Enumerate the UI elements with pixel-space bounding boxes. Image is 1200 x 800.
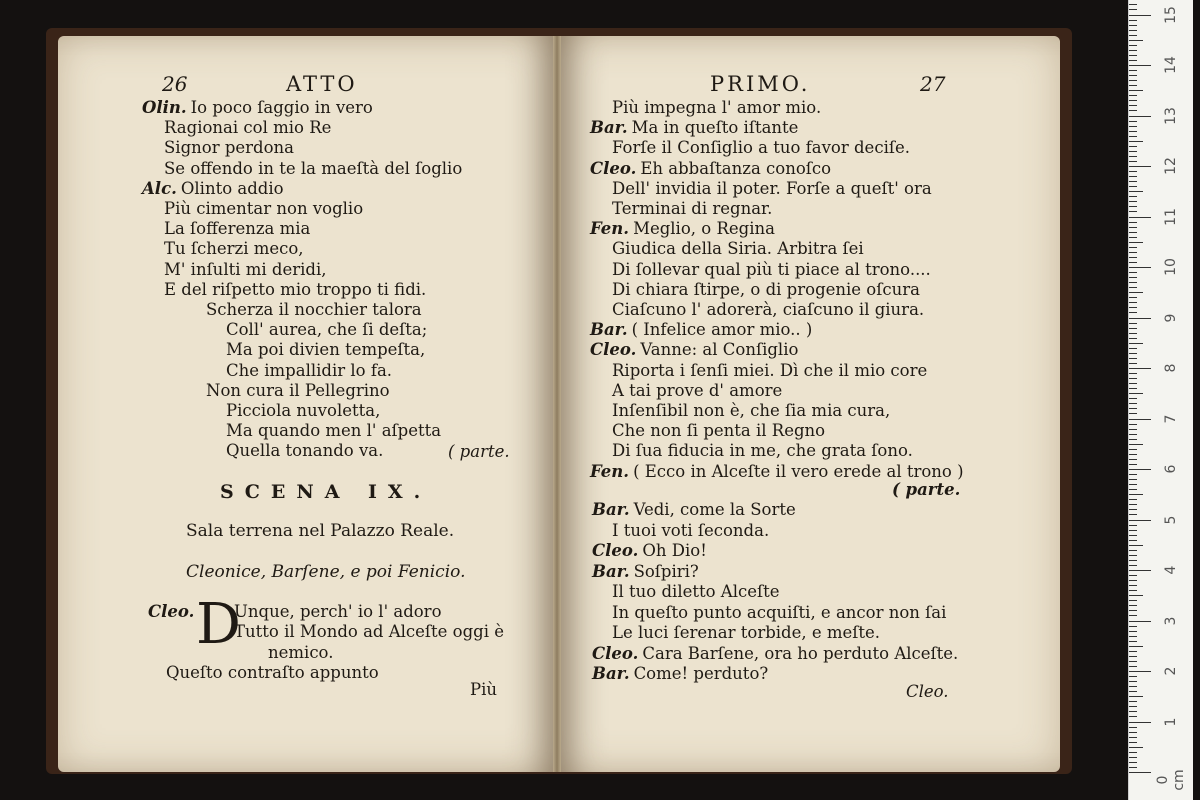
verse-text: Soſpiri? bbox=[633, 561, 699, 581]
ruler-tick bbox=[1129, 373, 1137, 374]
verse-text: M' inſulti mi deridi, bbox=[164, 259, 327, 279]
right-exit-direction: ( parte. bbox=[892, 480, 961, 499]
ruler-tick bbox=[1129, 171, 1137, 172]
right-line bbox=[612, 280, 920, 300]
ruler-tick bbox=[1129, 696, 1143, 697]
ruler-tick bbox=[1129, 752, 1137, 753]
verse-text: Signor perdona bbox=[164, 138, 295, 158]
ruler-tick bbox=[1129, 4, 1137, 5]
left-line bbox=[164, 138, 294, 158]
verse-text: Giudica della Siria. Arbitra ſei bbox=[612, 239, 864, 259]
ruler-label: 2 bbox=[1163, 666, 1179, 676]
ruler-tick bbox=[1129, 161, 1137, 162]
verse-text: Oh Dio! bbox=[642, 541, 707, 560]
ruler-tick bbox=[1129, 737, 1137, 738]
verse-text: Picciola nuvoletta, bbox=[226, 401, 381, 420]
verse-text: Che impallidir lo fa. bbox=[226, 360, 393, 380]
right-line bbox=[612, 239, 864, 259]
ruler-tick bbox=[1129, 615, 1137, 616]
ruler-tick bbox=[1129, 55, 1137, 56]
ruler-tick bbox=[1129, 767, 1137, 768]
right2-line bbox=[592, 541, 707, 561]
left-page-number: 26 bbox=[162, 72, 188, 96]
verse-text: Vanne: al Conſiglio bbox=[640, 340, 799, 360]
verse-text: Scherza il nocchier talora bbox=[206, 300, 422, 319]
verse-text: Coll' aurea, che ſi deſta; bbox=[226, 320, 428, 340]
ruler-tick bbox=[1129, 641, 1137, 642]
ruler-tick bbox=[1129, 131, 1137, 132]
ruler-tick bbox=[1129, 95, 1137, 96]
ruler-tick bbox=[1129, 9, 1137, 10]
ruler-tick bbox=[1129, 716, 1137, 717]
ruler-tick bbox=[1129, 393, 1143, 394]
ruler-tick bbox=[1129, 50, 1137, 51]
right-line bbox=[612, 361, 927, 381]
right2-line bbox=[592, 644, 958, 664]
ruler-tick bbox=[1129, 363, 1137, 364]
left-line bbox=[226, 340, 425, 360]
verse-text: ( Infelice amor mio.. ) bbox=[631, 320, 813, 340]
ruler-tick bbox=[1129, 307, 1137, 308]
book-gutter bbox=[553, 36, 561, 772]
ruler-tick bbox=[1129, 262, 1137, 263]
drop-cap: D bbox=[196, 592, 241, 657]
ruler-tick bbox=[1129, 499, 1137, 500]
verse-text: Tu ſcherzi meco, bbox=[164, 239, 304, 259]
speaker-name: Bar. bbox=[592, 500, 630, 519]
ruler-tick bbox=[1129, 312, 1137, 313]
right-line bbox=[612, 179, 932, 199]
ruler-label: 9 bbox=[1163, 313, 1179, 322]
ruler-tick bbox=[1129, 353, 1137, 354]
cleo-line-2: Tutto il Mondo ad Alceſte oggi è bbox=[234, 622, 505, 641]
ruler-tick bbox=[1129, 378, 1137, 379]
ruler-tick bbox=[1129, 237, 1137, 238]
ruler-tick bbox=[1129, 504, 1137, 505]
ruler-label: 15 bbox=[1163, 5, 1179, 24]
verse-text: ( Ecco in Alceſte il vero erede al trono ) bbox=[633, 461, 964, 481]
ruler-tick bbox=[1129, 40, 1143, 41]
ruler-tick bbox=[1129, 75, 1137, 76]
scene-setting: Sala terrena nel Palazzo Reale. bbox=[186, 521, 455, 541]
ruler-label: 12 bbox=[1163, 157, 1179, 175]
ruler-tick bbox=[1129, 338, 1137, 339]
ruler-tick bbox=[1129, 35, 1137, 36]
left-line bbox=[142, 179, 284, 199]
ruler-tick bbox=[1129, 318, 1151, 319]
right-running-head: PRIMO. bbox=[710, 72, 811, 96]
left-line bbox=[164, 199, 363, 219]
ruler-tick bbox=[1129, 146, 1137, 147]
ruler-tick bbox=[1129, 610, 1137, 611]
ruler-tick bbox=[1129, 535, 1137, 536]
ruler-tick bbox=[1129, 772, 1151, 773]
ruler-tick bbox=[1129, 176, 1137, 177]
ruler-tick bbox=[1129, 272, 1137, 273]
left-catchword: Più bbox=[470, 680, 498, 699]
ruler-tick bbox=[1129, 459, 1137, 460]
right-line bbox=[612, 199, 772, 219]
verse-text: Ragionai col mio Re bbox=[164, 118, 332, 138]
ruler-tick bbox=[1129, 116, 1151, 117]
ruler-label: 13 bbox=[1163, 106, 1179, 125]
ruler-tick bbox=[1129, 206, 1137, 207]
ruler-tick bbox=[1129, 20, 1137, 21]
ruler-tick bbox=[1129, 711, 1137, 712]
ruler-tick bbox=[1129, 186, 1137, 187]
ruler-tick bbox=[1129, 706, 1137, 707]
right2-line bbox=[592, 664, 768, 684]
right-line bbox=[590, 159, 831, 179]
verse-text: Quella tonando va. bbox=[226, 441, 384, 461]
ruler-tick bbox=[1129, 267, 1151, 268]
verse-text: Riporta i ſenſi miei. Dì che il mio core bbox=[612, 360, 928, 380]
ruler-tick bbox=[1129, 323, 1137, 324]
verse-text: Come! perduto? bbox=[633, 664, 769, 683]
ruler-tick bbox=[1129, 676, 1137, 677]
verse-text: A tai prove d' amore bbox=[612, 380, 783, 400]
verse-text: Eh abbaſtanza conoſco bbox=[640, 158, 832, 178]
ruler-tick bbox=[1129, 474, 1137, 475]
ruler-tick bbox=[1129, 489, 1137, 490]
ruler-tick bbox=[1129, 141, 1143, 142]
verse-text: In queſto punto acquiſti, e ancor non ſai bbox=[612, 602, 947, 622]
ruler-tick bbox=[1129, 595, 1143, 596]
verse-text: Di ſollevar qual più ti piace al trono.... bbox=[612, 259, 931, 279]
verse-text: E del riſpetto mio troppo ti fidi. bbox=[164, 279, 427, 299]
ruler-tick bbox=[1129, 60, 1137, 61]
ruler-tick bbox=[1129, 590, 1137, 591]
ruler-tick bbox=[1129, 297, 1137, 298]
ruler-tick bbox=[1129, 282, 1137, 283]
ruler-tick bbox=[1129, 605, 1137, 606]
right-line bbox=[612, 401, 890, 421]
ruler-tick bbox=[1129, 469, 1151, 470]
ruler-tick bbox=[1129, 686, 1137, 687]
ruler-tick bbox=[1129, 15, 1151, 16]
ruler-tick bbox=[1129, 201, 1137, 202]
verse-text: Ma quando men l' aſpetta bbox=[226, 421, 442, 441]
left-line bbox=[164, 280, 426, 300]
verse-text: Che non ſi penta il Regno bbox=[612, 421, 826, 441]
verse-text: Ma poi divien tempeſta, bbox=[226, 340, 426, 360]
ruler-tick bbox=[1129, 65, 1151, 66]
right-line bbox=[590, 340, 798, 360]
cleo-line-1: Unque, perch' io l' adoro bbox=[234, 602, 442, 621]
ruler-tick bbox=[1129, 651, 1137, 652]
verse-text: Ciaſcuno l' adorerà, ciaſcuno il giura. bbox=[612, 300, 925, 319]
ruler-tick bbox=[1129, 408, 1137, 409]
right-line bbox=[590, 320, 812, 340]
speaker-name: Cleo. bbox=[590, 340, 637, 360]
ruler-tick bbox=[1129, 403, 1137, 404]
ruler-tick bbox=[1129, 530, 1137, 531]
right-page-number: 27 bbox=[920, 72, 946, 96]
ruler-tick bbox=[1129, 333, 1137, 334]
ruler-label: 3 bbox=[1163, 616, 1179, 625]
ruler-tick bbox=[1129, 514, 1137, 515]
verse-text: Inſenſibil non è, che ſia mia cura, bbox=[612, 401, 891, 420]
ruler-tick bbox=[1129, 550, 1137, 551]
ruler-tick bbox=[1129, 671, 1151, 672]
ruler-tick bbox=[1129, 621, 1151, 622]
ruler-tick bbox=[1129, 292, 1143, 293]
ruler-tick bbox=[1129, 555, 1137, 556]
left-line bbox=[206, 381, 390, 401]
left-line bbox=[164, 118, 331, 138]
left-line bbox=[142, 98, 373, 118]
ruler-tick bbox=[1129, 540, 1137, 541]
verse-text: Più impegna l' amor mio. bbox=[612, 98, 822, 117]
ruler-tick bbox=[1129, 565, 1137, 566]
ruler-tick bbox=[1129, 80, 1137, 81]
right2-line bbox=[592, 562, 699, 582]
ruler-tick bbox=[1129, 70, 1137, 71]
ruler-tick bbox=[1129, 509, 1137, 510]
speaker-name: Bar. bbox=[590, 320, 628, 340]
ruler-tick bbox=[1129, 302, 1137, 303]
ruler-tick bbox=[1129, 494, 1143, 495]
ruler-tick bbox=[1129, 742, 1137, 743]
ruler-tick bbox=[1129, 631, 1137, 632]
ruler-tick bbox=[1129, 464, 1137, 465]
left-line bbox=[226, 421, 441, 441]
ruler-tick bbox=[1129, 575, 1137, 576]
ruler-tick bbox=[1129, 570, 1151, 571]
speaker-name: Alc. bbox=[142, 178, 177, 198]
cleo-line-3: nemico. bbox=[268, 643, 334, 662]
cleo-line-4: Queſto contraſto appunto bbox=[166, 663, 379, 682]
right-line bbox=[612, 98, 821, 118]
ruler-tick bbox=[1129, 232, 1137, 233]
right2-line bbox=[612, 623, 880, 643]
right-line bbox=[612, 421, 825, 441]
ruler-tick bbox=[1129, 191, 1143, 192]
verse-text: Il tuo diletto Alceſte bbox=[612, 582, 780, 601]
left-line bbox=[226, 441, 383, 461]
ruler-tick bbox=[1129, 434, 1137, 435]
left-line bbox=[206, 300, 422, 320]
right-line bbox=[612, 381, 782, 401]
ruler-tick bbox=[1129, 166, 1151, 167]
ruler-label: 4 bbox=[1163, 565, 1179, 575]
ruler-tick bbox=[1129, 388, 1137, 389]
right-line bbox=[590, 118, 798, 138]
verse-text: Non cura il Pellegrino bbox=[206, 380, 390, 400]
right-line bbox=[590, 462, 964, 482]
ruler-tick bbox=[1129, 222, 1137, 223]
speaker-name: Olin. bbox=[142, 98, 187, 117]
ruler-tick bbox=[1129, 277, 1137, 278]
verse-text: Terminai di regnar. bbox=[612, 199, 773, 218]
left-line bbox=[164, 239, 304, 259]
ruler-tick bbox=[1129, 211, 1137, 212]
ruler-tick bbox=[1129, 600, 1137, 601]
ruler-tick bbox=[1129, 151, 1137, 152]
ruler-tick bbox=[1129, 444, 1143, 445]
ruler-tick bbox=[1129, 368, 1151, 369]
verse-text: Meglio, o Regina bbox=[633, 219, 775, 239]
right2-line bbox=[612, 603, 946, 623]
verse-text: Di ſua fiducia in me, che grata ſono. bbox=[612, 441, 913, 461]
ruler-label: 1 bbox=[1163, 717, 1179, 726]
ruler-tick bbox=[1129, 247, 1137, 248]
speaker-name: Cleo. bbox=[592, 541, 639, 560]
ruler-tick bbox=[1129, 691, 1137, 692]
ruler-tick bbox=[1129, 25, 1137, 26]
ruler-tick bbox=[1129, 45, 1137, 46]
verse-text: Io poco ſaggio in vero bbox=[190, 98, 373, 117]
right2-line bbox=[612, 582, 780, 602]
ruler-tick bbox=[1129, 560, 1137, 561]
ruler-tick bbox=[1129, 85, 1137, 86]
ruler-tick bbox=[1129, 722, 1151, 723]
speaker-name: Bar. bbox=[590, 118, 628, 138]
ruler-tick bbox=[1129, 383, 1137, 384]
verse-text: Le luci ſerenar torbide, e meſte. bbox=[612, 623, 881, 642]
ruler-label: 10 bbox=[1163, 258, 1179, 276]
ruler-tick bbox=[1129, 520, 1151, 521]
ruler-tick bbox=[1129, 585, 1137, 586]
right-line bbox=[612, 260, 931, 280]
left-line bbox=[226, 361, 392, 381]
verse-text: Cara Barſene, ora ho perduto Alceſte. bbox=[642, 643, 959, 663]
ruler-tick bbox=[1129, 656, 1137, 657]
ruler-tick bbox=[1129, 100, 1137, 101]
speaker-name: Cleo. bbox=[592, 643, 639, 663]
verse-text: Ma in queſto iſtante bbox=[631, 118, 799, 138]
verse-text: Più cimentar non voglio bbox=[164, 199, 364, 218]
ruler-tick bbox=[1129, 661, 1137, 662]
right2-line bbox=[612, 521, 769, 541]
ruler-label: 5 bbox=[1163, 515, 1179, 524]
verse-text: Dell' invidia il poter. Forſe a queſt' ora bbox=[612, 178, 932, 198]
ruler-tick bbox=[1129, 413, 1137, 414]
ruler-tick bbox=[1129, 439, 1137, 440]
speaker-name: Cleo. bbox=[590, 158, 637, 178]
right-line bbox=[612, 300, 924, 320]
right-catchword: Cleo. bbox=[906, 682, 949, 701]
left-exit-direction: ( parte. bbox=[448, 442, 510, 461]
ruler-tick bbox=[1129, 257, 1137, 258]
right-line bbox=[612, 441, 913, 461]
right2-line bbox=[592, 500, 796, 520]
ruler-tick bbox=[1129, 181, 1137, 182]
ruler-tick bbox=[1129, 121, 1137, 122]
cleo-speaker: Cleo. bbox=[148, 602, 195, 621]
ruler-tick bbox=[1129, 454, 1137, 455]
left-running-head: ATTO bbox=[286, 72, 358, 96]
right-line bbox=[612, 138, 910, 158]
ruler-tick bbox=[1129, 626, 1137, 627]
ruler-tick bbox=[1129, 196, 1137, 197]
ruler-label: 7 bbox=[1163, 414, 1179, 423]
ruler-label: 11 bbox=[1163, 207, 1179, 226]
ruler-tick bbox=[1129, 449, 1137, 450]
verse-text: I tuoi voti ſeconda. bbox=[612, 520, 770, 540]
ruler-tick bbox=[1129, 398, 1137, 399]
measurement-ruler bbox=[1128, 0, 1193, 800]
ruler-tick bbox=[1129, 479, 1137, 480]
ruler-tick bbox=[1129, 156, 1137, 157]
ruler-tick bbox=[1129, 545, 1143, 546]
ruler-tick bbox=[1129, 30, 1137, 31]
ruler-tick bbox=[1129, 358, 1137, 359]
ruler-tick bbox=[1129, 747, 1143, 748]
ruler-tick bbox=[1129, 484, 1137, 485]
ruler-tick bbox=[1129, 727, 1137, 728]
ruler-tick bbox=[1129, 762, 1137, 763]
ruler-tick bbox=[1129, 110, 1137, 111]
ruler-tick bbox=[1129, 732, 1137, 733]
right-line bbox=[590, 219, 775, 239]
verse-text: Di chiara ſtirpe, o di progenie oſcura bbox=[612, 279, 920, 299]
ruler-tick bbox=[1129, 227, 1137, 228]
speaker-name: Fen. bbox=[590, 461, 630, 481]
ruler-tick bbox=[1129, 343, 1143, 344]
ruler-tick bbox=[1129, 701, 1137, 702]
ruler-tick bbox=[1129, 328, 1137, 329]
left-line bbox=[164, 219, 310, 239]
left-line bbox=[164, 159, 462, 179]
verse-text: La ſofferenza mia bbox=[164, 219, 311, 239]
scene-heading: SCENA IX. bbox=[220, 481, 432, 503]
speaker-name: Bar. bbox=[592, 664, 630, 683]
ruler-tick bbox=[1129, 126, 1137, 127]
verse-text: Vedi, come la Sorte bbox=[633, 500, 796, 519]
ruler-tick bbox=[1129, 681, 1137, 682]
ruler-tick bbox=[1129, 636, 1137, 637]
ruler-tick bbox=[1129, 105, 1137, 106]
ruler-tick bbox=[1129, 90, 1143, 91]
ruler-tick bbox=[1129, 424, 1137, 425]
ruler-tick bbox=[1129, 646, 1143, 647]
ruler-tick bbox=[1129, 348, 1137, 349]
ruler-tick bbox=[1129, 429, 1137, 430]
ruler-tick bbox=[1129, 757, 1137, 758]
ruler-tick bbox=[1129, 217, 1151, 218]
ruler-tick bbox=[1129, 580, 1137, 581]
ruler-tick bbox=[1129, 525, 1137, 526]
speaker-name: Bar. bbox=[592, 561, 630, 581]
ruler-label: 8 bbox=[1163, 363, 1179, 373]
left-line bbox=[164, 260, 327, 280]
scene-characters: Cleonice, Barſene, e poi Fenicio. bbox=[186, 562, 466, 582]
ruler-tick bbox=[1129, 242, 1143, 243]
ruler-label: 0 cm bbox=[1155, 769, 1187, 791]
verse-text: Olinto addio bbox=[180, 178, 284, 198]
left-line bbox=[226, 401, 380, 421]
left-line bbox=[226, 320, 427, 340]
ruler-tick bbox=[1129, 419, 1151, 420]
ruler-tick bbox=[1129, 136, 1137, 137]
ruler-tick bbox=[1129, 252, 1137, 253]
ruler-tick bbox=[1129, 666, 1137, 667]
speaker-name: Fen. bbox=[590, 219, 630, 239]
ruler-tick bbox=[1129, 287, 1137, 288]
ruler-label: 14 bbox=[1163, 56, 1179, 74]
verse-text: Se offendo in te la maeſtà del ſoglio bbox=[164, 158, 463, 178]
verse-text: Forſe il Conſiglio a tuo favor deciſe. bbox=[612, 138, 910, 158]
ruler-label: 6 bbox=[1163, 464, 1179, 474]
